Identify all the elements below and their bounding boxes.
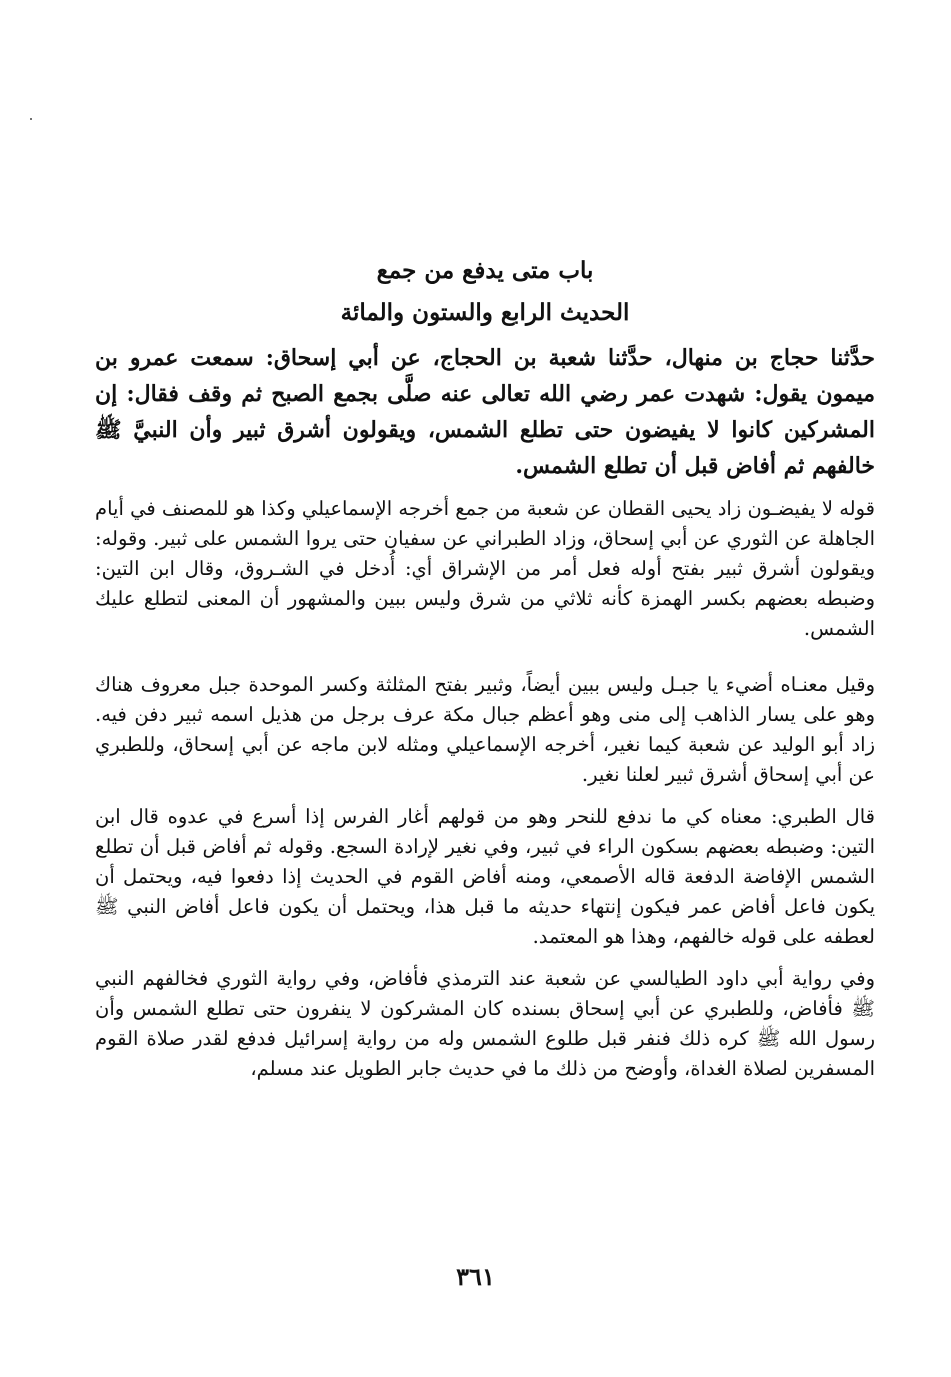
page-number: ٣٦١ (456, 1262, 495, 1291)
commentary-paragraph-1: قوله لا يفيضـون زاد يحيى القطان عن شعبة من جمع أخرجه الإسماعيلي وكذا هو للمصنف في أيام الجاهلة عن الثوري عن أبي إسحاق، وزاد الطبراني عن سفيان حتى يروا الشمس على ثبير. وقوله: ويقولون أشرق ثبير بفتح أوله فعل أمر من الإشراق أي: أُدخل في الشـروق، وقال ابن التين: وضبطه بعضهم بكسر الهمزة كأنه ثلاثي من شرق وليس ببين والمشهور أن المعنى لتطلع عليك الشمس. (95, 497, 875, 640)
chapter-title: باب متى يدفع من جمع (376, 257, 594, 284)
hadith-text: حدَّثنا حجاج بن منهال، حدَّثنا شعبة بن الحجاج، عن أبي إسحاق: سمعت عمرو بن ميمون يقول: شهدت عمر رضي الله تعالى عنه صلَّى بجمع الصبح ثم وقف فقال: إن المشركين كانوا لا يفيضون حتى تطلع الشمس، ويقولون أشرق ثبير وأن النبيَّ ﷺ خالفهم ثم أفاض قبل أن تطلع الشمس. (95, 345, 875, 479)
scan-speck (30, 118, 32, 120)
hadith-title: الحديث الرابع والستون والمائة (340, 299, 630, 326)
commentary-paragraph-2: وقيل معنـاه أضيء يا جبـل وليس ببين أيضاً، وثبير بفتح المثلثة وكسر الموحدة جبل معروف هناك وهو على يسار الذاهب إلى منى وهو أعظم جبال مكة عرف برجل من هذيل اسمه ثبير دفن فيه. زاد أبو الوليد عن شعبة كيما نغير، أخرجه الإسماعيلي ومثله لابن ماجه عن أبي إسحاق، وللطبري عن أبي إسحاق أشرق ثبير لعلنا نغير. (95, 673, 875, 786)
page-body (95, 250, 875, 1096)
headings (95, 250, 875, 334)
commentary-paragraph-4: وفي رواية أبي داود الطيالسي عن شعبة عند الترمذي فأفاض، وفي رواية الثوري فخالفهم النبي ﷺ فأفاض، وللطبري عن أبي إسحاق بسنده كان المشركون لا ينفرون حتى تطلع الشمس وأن رسول الله ﷺ كره ذلك فنفر قبل طلوع الشمس وله من رواية إسرائيل فدفع لقدر صلاة القوم المسفرين لصلاة الغداة، وأوضح من ذلك ما في حديث جابر الطويل عند مسلم، (95, 967, 875, 1080)
commentary-paragraph-3: قال الطبري: معناه كي ما ندفع للنحر وهو من قولهم أغار الفرس إذا أسرع في عدوه قال ابن التين: وضبطه بعضهم بسكون الراء في ثبير، وفي نغير لإرادة السجع. وقوله ثم أفاض قبل أن تطلع الشمس الإفاضة الدفعة قاله الأصمعي، ومنه أفاض القوم في الحديث إذا دفعوا فيه، ويحتمل أن يكون فاعل أفاض عمر فيكون إنتهاء حديثه ما قبل هذا، ويحتمل أن يكون فاعل أفاض النبي ﷺ لعطفه على قوله خالفهم، وهذا هو المعتمد. (95, 805, 875, 948)
